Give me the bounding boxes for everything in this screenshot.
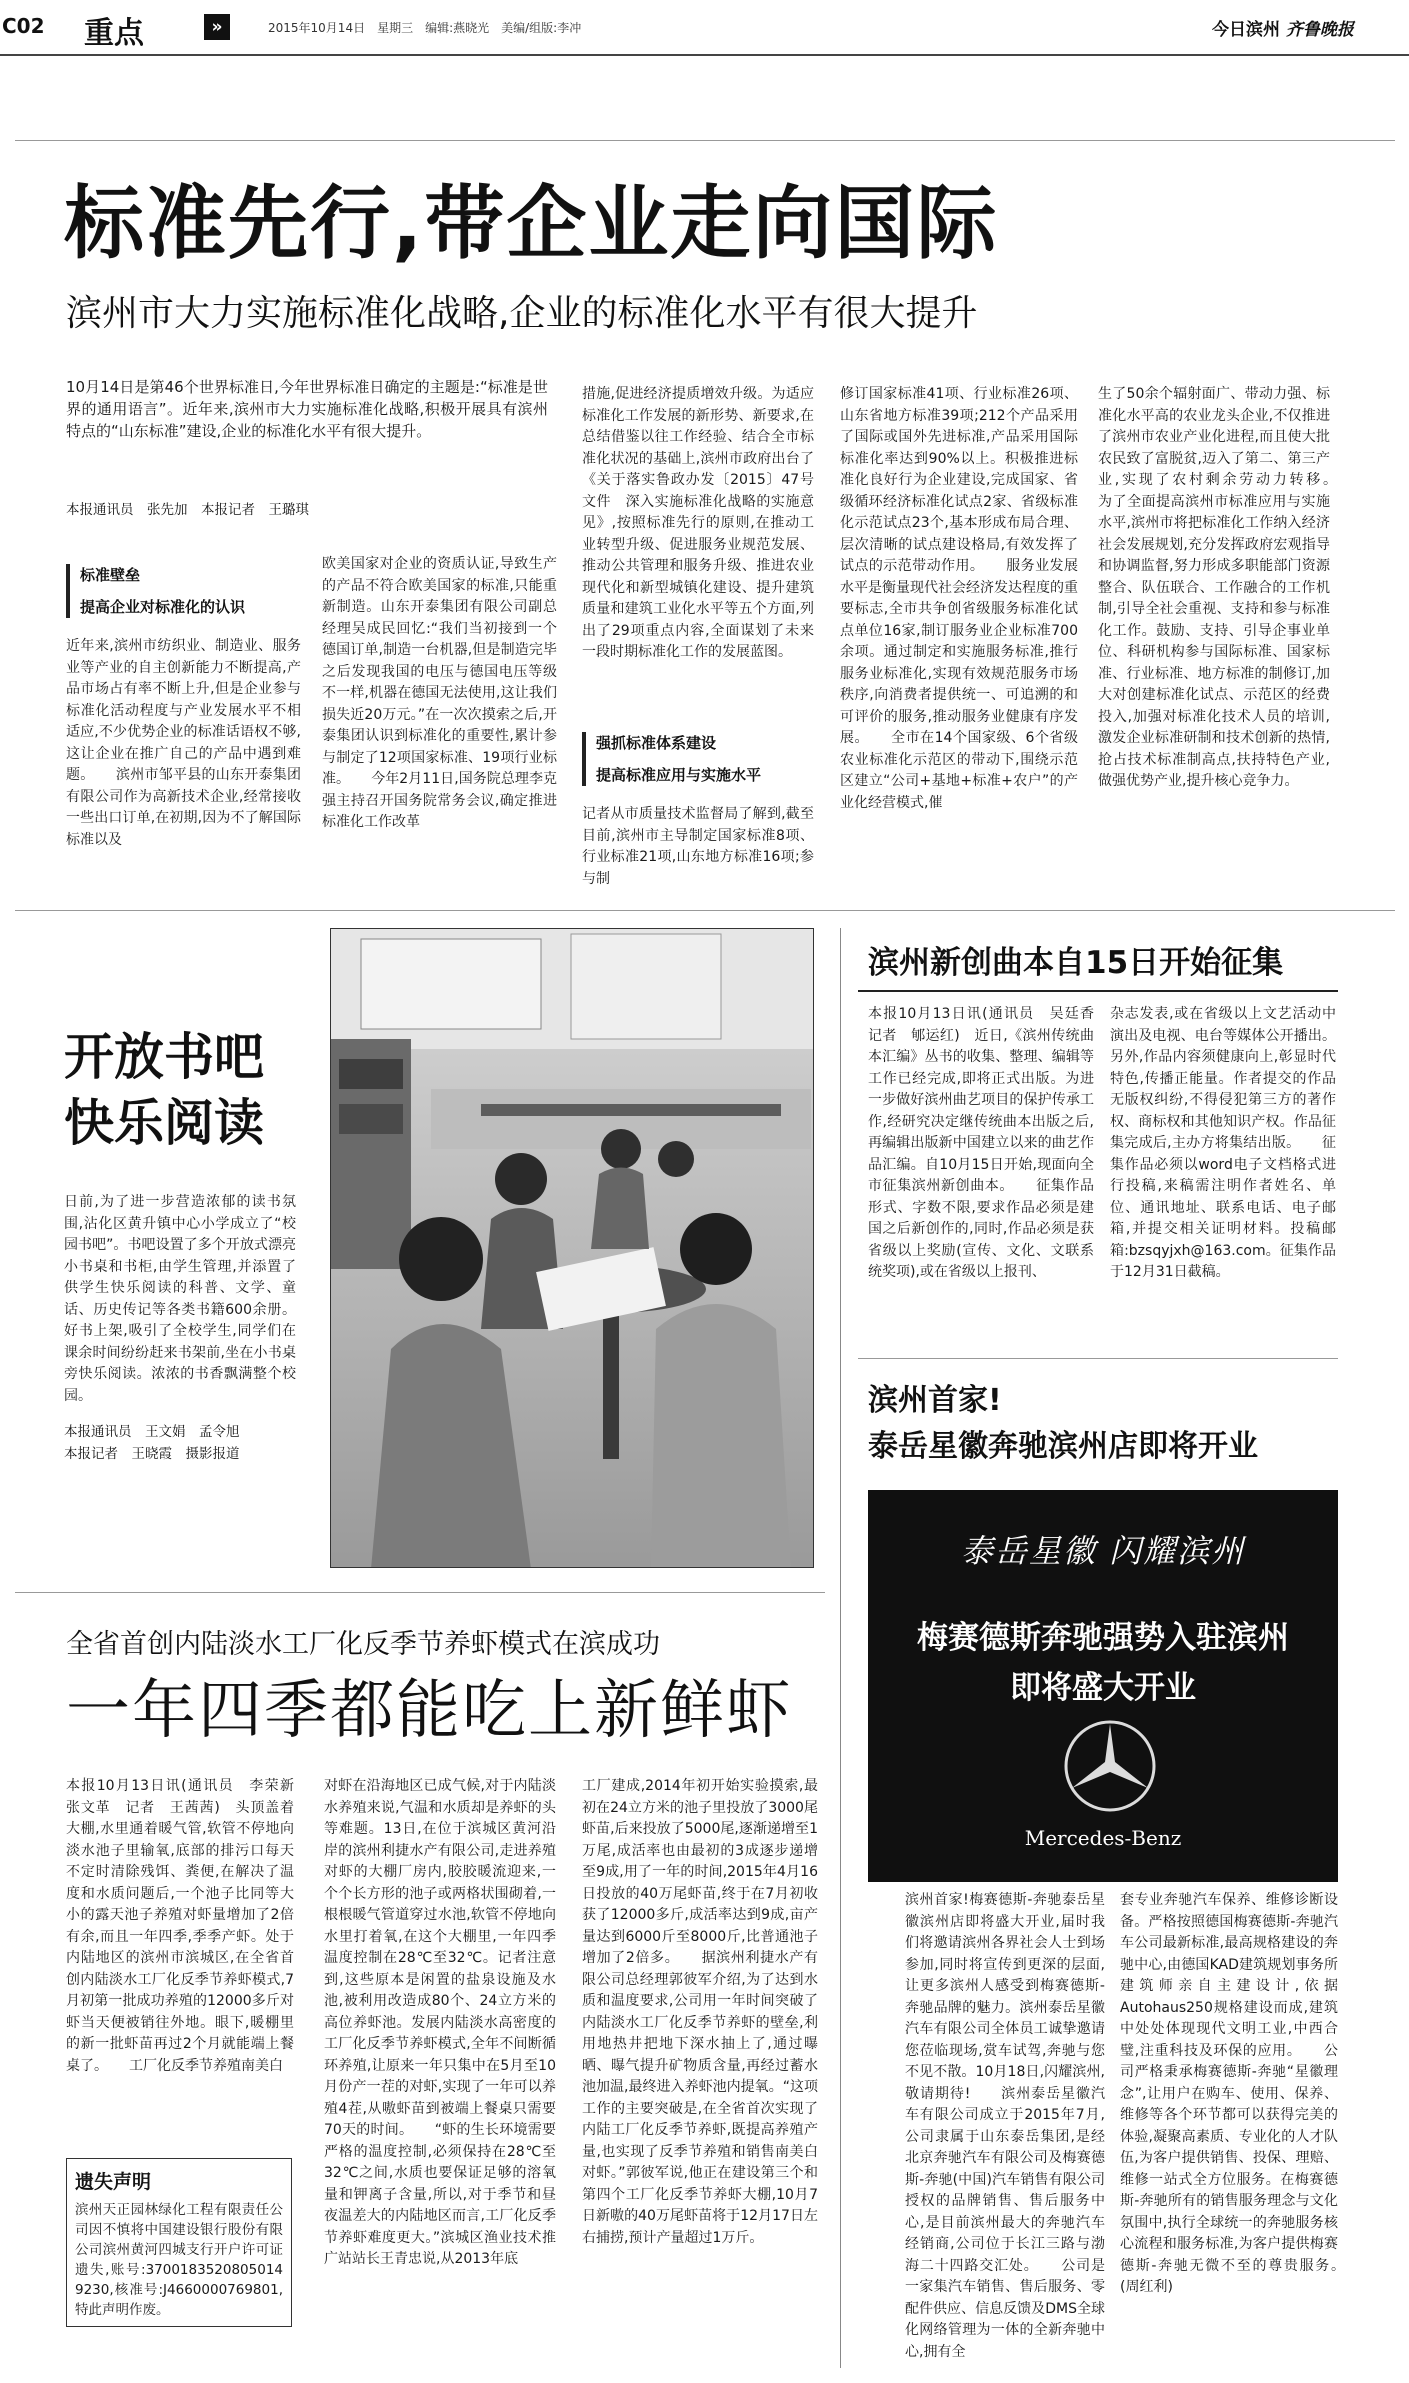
- lead-col1: 近年来,滨州市纺织业、制造业、服务业等产业的自主创新能力不断提高,产品市场占有率不断上升,但是企业参与标准化活动程度与产业发展水平不相适应,不少优势企业的标准话语权不够,这让企业在推广自己的产品中遇到难题。 滨州市邹平县的山东开泰集团有限公司作为高新技术企业,经常接收一些出口订单,在初期,因为不了解国际标准以及: [66, 638, 301, 848]
- subhead-standard-barrier: [66, 564, 320, 618]
- lead-col3b: 记者从市质量技术监督局了解到,截至目前,滨州市主导制定国家标准8项、行业标准21项,山东地方标准16项;参与制: [582, 806, 814, 887]
- reading-title-line1: 开放书吧: [64, 1028, 264, 1086]
- lead-col2: 欧美国家对企业的资质认证,导致生产的产品不符合欧美国家的标准,只能重新制造。山东开泰集团有限公司副总经理吴成民回忆:“我们当初接到一个德国订单,制造一台机器,但是制造完毕之后发现我国的电压与德国电压等级不一样,机器在德国无法使用,这让我们损失近20万元。”在一次次摸索之后,开泰集团认识到标准化的重要性,累计参与制定了12项国家标准、19项行业标准。 今年2月11日,国务院总理李克强主持召开国务院常务会议,确定推进标准化工作改革: [322, 556, 557, 830]
- mercedes-top-rule: [858, 1358, 1338, 1359]
- subhead-line2: 提高企业对标准化的认识: [80, 598, 246, 616]
- reading-title-line2: 快乐阅读: [64, 1094, 264, 1152]
- section-title: 重点: [84, 16, 144, 51]
- opera-col2: 杂志发表,或在省级以上文艺活动中演出及电视、电台等媒体公开播出。另外,作品内容须健康向上,彰显时代特色,传播正能量。作者提交的作品无版权纠纷,不得侵犯第三方的著作权、商标权和其他知识产权。作品征集完成后,主办方将集结出版。 征集作品必须以word电子文档格式进行投稿,来稿需注明作者姓名、单位、通讯地址、联系电话、电子邮箱,并提交相关证明材料。投稿邮箱:bzsqyjxh@163.com。征集作品于12月31日截稿。: [1110, 1006, 1336, 1280]
- shrimp-headline: 一年四季都能吃上新鲜虾: [66, 1674, 792, 1748]
- mercedes-star-icon: [1062, 1718, 1158, 1814]
- shrimp-kicker: 全省首创内陆淡水工厂化反季节养虾模式在滨成功: [66, 1629, 660, 1660]
- paper-brand: 齐鲁晚报: [1285, 20, 1354, 40]
- shrimp-col2: 对虾在沿海地区已成气候,对于内陆淡水养殖来说,气温和水质却是养虾的头等难题。13日,在位于滨城区黄河沿岸的滨州利捷水产有限公司,走进养殖对虾的大棚厂房内,胶胶暖流迎来,一个个长方形的池子或两格状围砌着,一根根暖气管道穿过水池,软管不停地向水里打着氧,在这个大棚里,一年四季温度控制在28℃至32℃。记者注意到,这些原本是闲置的盐泉设施及水池,被利用改造成80个、24立方米的高位养虾池。发展内陆淡水高密度的工厂化反季节养虾模式,全年不间断循环养殖,让原来一年只集中在5月至10月份产一茬的对虾,实现了一年可以养殖4茬,从嗷虾苗到被端上餐桌只需要70天的时间。 “虾的生长环境需要严格的温度控制,必须保持在28℃至32℃之间,水质也要保证足够的溶氧量和钾离子含量,所以,对于季节和昼夜温差大的内陆地区而言,工厂化反季节养虾难度更大。”滨城区渔业技术推广站站长王青忠说,从2013年底: [324, 1778, 556, 2267]
- header-rule: [0, 54, 1409, 56]
- mercedes-col2: 套专业奔驰汽车保养、维修诊断设备。严格按照德国梅赛德斯-奔驰汽车公司最新标准,最高规格建设的奔驰中心,由德国KAD建筑规划事务所建筑师亲自主建设计,依据Autohaus250规格建设而成,建筑中处处体现现代文明工业,中西合璧,注重科技及环保的应用。 公司严格秉承梅赛德斯-奔驰“星徽理念”,让用户在购车、使用、保养、维修等各个环节都可以获得完美的体验,凝聚高素质、专业化的人才队伍,为客户提供销售、投保、理赔、维修一站式全方位服务。在梅赛德斯-奔驰所有的销售服务理念与文化氛围中,执行全球统一的奔驰服务核心流程和服务标准,为客户提供梅赛德斯-奔驰无微不至的尊贵服务。 (周红利): [1120, 1892, 1394, 2295]
- lead-subheadline: 滨州市大力实施标准化战略,企业的标准化水平有很大提升: [66, 293, 978, 334]
- top-thin-rule: [15, 140, 1395, 141]
- chevron-icon: »: [204, 14, 230, 40]
- lost-notice-text: 滨州天正园林绿化工程有限责任公司因不慎将中国建设银行股份有限公司滨州黄河四城支行开户许可证遗失,账号:37001835208050149230,核准号:J4660000769801,特此声明作废。: [75, 2202, 283, 2318]
- subhead-standard-system: [582, 732, 828, 786]
- right-column-rule: [840, 928, 841, 2368]
- paper-name: [1212, 15, 1354, 40]
- subhead-line1: 强抓标准体系建设: [596, 734, 717, 752]
- lead-headline: 标准先行,带企业走向国际: [64, 177, 999, 270]
- section-rule: [15, 910, 1395, 911]
- subhead-line2: 提高标准应用与实施水平: [596, 766, 762, 784]
- mercedes-col1: 滨州首家!梅赛德斯-奔驰泰岳星徽滨州店即将盛大开业,届时我们将邀请滨州各界社会人士到场参加,同时将宣传到更深的层面,让更多滨州人感受到梅赛德斯-奔驰品牌的魅力。滨州泰岳星徽汽车有限公司全体员工诚挚邀请您莅临现场,赏车试驾,奔驰与您不见不散。10月18日,闪耀滨州,敬请期待! 滨州泰岳星徽汽车有限公司成立于2015年7月,公司隶属于山东泰岳集团,是经北京奔驰汽车有限公司及梅赛德斯-奔驰(中国)汽车销售有限公司授权的品牌销售、售后服务中心,是目前滨州最大的奔驰汽车经销商,公司位于长江三路与渤海二十四路交汇处。 公司是一家集汽车销售、售后服务、零配件供应、信息反馈及DMS全球化网络管理为一体的全新奔驰中心,拥有全: [905, 1892, 1105, 2360]
- lost-notice: [66, 2158, 292, 2327]
- lead-byline: 本报通讯员 张先加 本报记者 王璐琪: [66, 502, 309, 518]
- reading-title: [64, 1024, 264, 1156]
- reading-photo-illustration: [331, 929, 813, 1567]
- opera-title: 滨州新创曲本自15日开始征集: [868, 945, 1284, 981]
- ad-line3: 即将盛大开业: [1010, 1670, 1196, 1706]
- subhead-line1: 标准壁垒: [80, 566, 141, 584]
- shrimp-top-rule: [15, 1592, 825, 1593]
- header-meta: 2015年10月14日 星期三 编辑:燕晓光 美编/组版:李冲: [268, 21, 582, 35]
- page-number: C02: [2, 14, 45, 38]
- lost-notice-title: 遗失声明: [75, 2171, 152, 2193]
- lead-col5: 生了50余个辐射面广、带动力强、标准化水平高的农业龙头企业,不仅推进了滨州市农业产业化进程,而且使大批农民致了富脱贫,迈入了第二、第三产业,实现了农村剩余劳动力转移。 为了全面提高滨州市标准应用与实施水平,滨州市将把标准化工作纳入经济社会发展规划,充分发挥政府宏观指导和协调监督,努力形成多职能部门资源整合、队伍联合、工作融合的工作机制,引导全社会重视、支持和参与标准化工作。鼓励、支持、引导企事业单位、科研机构参与国际标准、国家标准、行业标准、地方标准的制修订,加大对创建标准化试点、示范区的经费投入,加强对标准化技术人员的培训,激发企业标准研制和技术创新的热情,抢占技术标准制高点,扶持特色产业,做强优势产业,提升核心竞争力。: [1098, 386, 1358, 789]
- reading-text: 日前,为了进一步营造浓郁的读书氛围,沾化区黄升镇中心小学成立了“校园书吧”。书吧设置了多个开放式漂亮小书桌和书柜,由学生管理,并添置了供学生快乐阅读的科普、文学、童话、历史传记等各类书籍600余册。好书上架,吸引了全校学生,同学们在课余时间纷纷赶来书架前,坐在小书桌旁快乐阅读。浓浓的书香飘满整个校园。: [64, 1194, 296, 1404]
- mercedes-title-line2: 泰岳星徽奔驰滨州店即将开业: [868, 1429, 1258, 1464]
- mercedes-title: [868, 1378, 1258, 1470]
- shrimp-col1: 本报10月13日讯(通讯员 李荣新 张文革 记者 王茜茜) 头顶盖着大棚,水里通着暖气管,软管不停地向淡水池子里输氧,底部的排污口每天不定时清除残饵、粪便,在解决了温度和水质问题后,一个池子比同等大小的露天池子养殖对虾量增加了2倍有余,而且一年四季,季季产虾。处于内陆地区的滨州市滨城区,在全省首创内陆淡水工厂化反季节养虾模式,7月初第一批成功养殖的12000多斤对虾当天便被销往外地。眼下,暖棚里的新一批虾苗再过2个月就能端上餐桌了。 工厂化反季节养殖南美白: [66, 1778, 308, 2074]
- opera-title-rule: [858, 990, 1338, 992]
- reading-credit2: 本报记者 王晓霞 摄影报道: [64, 1446, 240, 1462]
- paper-title: 今日滨州: [1212, 20, 1280, 40]
- mercedes-ad: [868, 1490, 1338, 1882]
- opera-col1: 本报10月13日讯(通讯员 吴廷香 记者 郇运红) 近日,《滨州传统曲本汇编》丛书的收集、整理、编辑等工作已经完成,即将正式出版。为进一步做好滨州曲艺项目的保护传承工作,经研究决定继传统曲本出版之后,再编辑出版新中国建立以来的曲艺作品汇编。自10月15日开始,现面向全市征集滨州新创曲本。 征集作品形式、字数不限,要求作品必须是建国之后新创作的,同时,作品必须是获省级以上奖励(宣传、文化、文联系统奖项),或在省级以上报刊、: [868, 1006, 1108, 1280]
- reading-photo: [330, 928, 814, 1568]
- reading-credit1: 本报通讯员 王文娟 孟令旭: [64, 1424, 240, 1440]
- lead-col4: 修订国家标准41项、行业标准26项、山东省地方标准39项;212个产品采用了国际或国外先进标准,产品采用国际标准化率达到90%以上。积极推进标准化良好行为企业建设,完成国家、省级循环经济标准化试点2家、省级标准化示范试点23个,基本形成布局合理、层次清晰的试点建设格局,有效发挥了试点的示范带动作用。 服务业发展水平是衡量现代社会经济发达程度的重要标志,全市共争创省级服务标准化试点单位16家,制订服务业企业标准700余项。通过制定和实施服务标准,推行服务业标准化,实现有效规范服务市场秩序,向消费者提供统一、可追溯的和可评价的服务,推动服务业健康有序发展。 全市在14个国家级、6个省级农业标准化示范区的带动下,围绕示范区建立“公司+基地+标准+农户”的产业化经营模式,催: [840, 386, 1078, 811]
- ad-brand: Mercedes-Benz: [1024, 1826, 1182, 1850]
- lead-col3: 措施,促进经济提质增效升级。为适应标准化工作发展的新形势、新要求,在总结借鉴以往工作经验、结合全市标准化状况的基础上,滨州市政府出台了《关于落实鲁政办发〔2015〕47号文件 深入实施标准化战略的实施意见》,按照标准先行的原则,在推动工业转型升级、促进服务业规范发展、推动公共管理和服务升级、推进农业现代化和新型城镇化建设、提升建筑质量和建筑工业化水平等五个方面,列出了29项重点内容,全面谋划了未来一段时期标准化工作的发展蓝图。: [582, 386, 814, 660]
- ad-line2: 梅赛德斯奔驰强势入驻滨州: [917, 1620, 1289, 1656]
- mercedes-title-line1: 滨州首家!: [868, 1383, 1002, 1418]
- ad-line1: 泰岳星徽 闪耀滨州: [960, 1532, 1246, 1570]
- lead-intro: 10月14日是第46个世界标准日,今年世界标准日确定的主题是:“标准是世界的通用语言”。近年来,滨州市大力实施标准化战略,积极开展具有滨州特点的“山东标准”建设,企业的标准化水平有很大提升。: [66, 378, 548, 440]
- shrimp-col3: 工厂建成,2014年初开始实验摸索,最初在24立方米的池子里投放了3000尾虾苗,后来投放了5000尾,逐渐递增至1万尾,成活率也由最初的3成逐步递增至9成,用了一年的时间,2015年4月16日投放的40万尾虾苗,终于在7月初收获了12000多斤,成活率达到9成,亩产量达到6000斤至8000斤,比普通池子增加了2倍多。 据滨州利捷水产有限公司总经理郭彼军介绍,为了达到水质和温度要求,公司用一年时间突破了内陆淡水工厂化反季节养虾的壁垒,利用地热井把地下深水抽上了,通过曝晒、曝气提升矿物质含量,再经过蓄水池加温,最终进入养虾池内提氧。“这项工作的主要突破是,在全省首次实现了内陆工厂化反季节养虾,既提高养殖产量,也实现了反季节养殖和销售南美白对虾。”郭彼军说,他正在建设第三个和第四个工厂化反季节养虾大棚,10月7日新嗷的40万尾虾苗将于12月17日左右捕捞,预计产量超过1万斤。: [582, 1778, 818, 2246]
